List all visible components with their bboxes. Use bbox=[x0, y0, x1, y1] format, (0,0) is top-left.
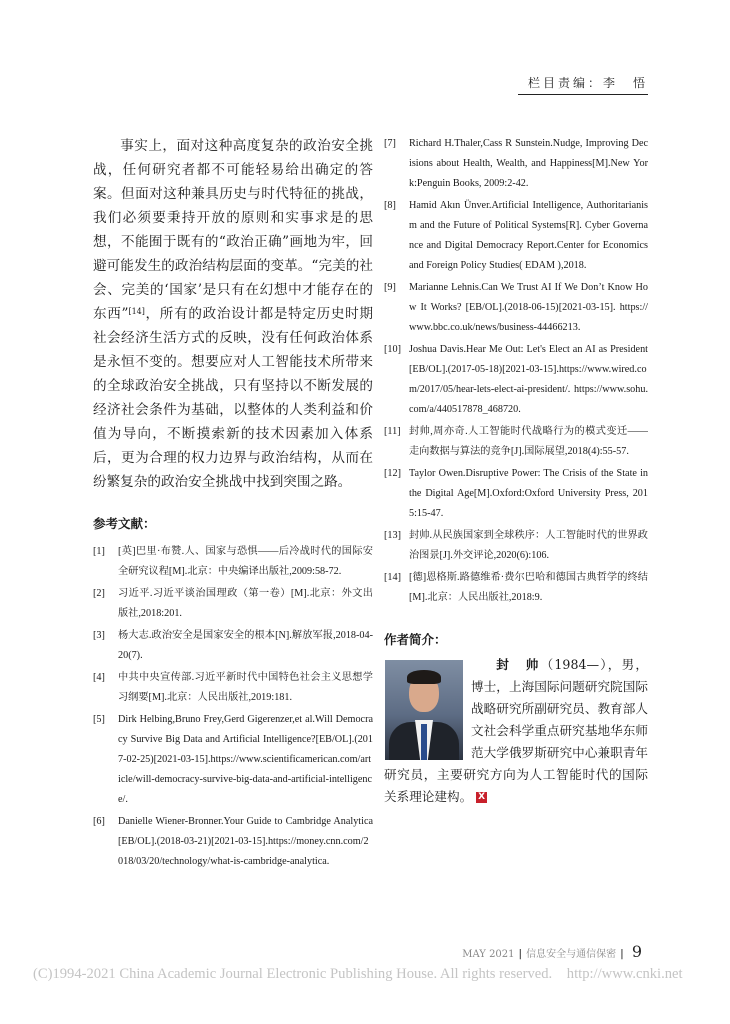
paragraph-text: 事实上，面对这种高度复杂的政治安全挑战，任何研究者都不可能轻易给出确定的答案。但面对这种兼具历史与时代特征的挑战，我们必须要秉持开放的原则和实事求是的思想，不能囿于既有的“政治正确”画地为牢，回避可能发生的政治结构层面的变革。“完美的社会、完美的‘国家’是只有在幻想中才能存在的东西” bbox=[93, 138, 373, 322]
reference-item bbox=[384, 278, 648, 338]
reference-text: Dirk Helbing,Bruno Frey,Gerd Gigerenzer,et al.Will Democracy Survive Big Data and Artificial Intelligence?[EB/OL].(2017-02-25)[2021-03-15].https://www.scientificamerican.com/article/will-democracy-survive-big-data-and-artificial-intelligence/. bbox=[118, 714, 373, 805]
right-column bbox=[384, 134, 648, 808]
reference-text: Joshua Davis.Hear Me Out: Let's Elect an AI as President[EB/OL].(2017-05-18)[2021-03-15].https://www.wired.com/2017/05/hear-lets-elect-ai-president/. https://www.sohu.com/a/440517878_468720. bbox=[409, 344, 648, 415]
reference-item bbox=[93, 710, 373, 810]
column-editor: 栏目责编：李 悟 bbox=[518, 74, 648, 95]
reference-item bbox=[93, 542, 373, 582]
reference-list bbox=[93, 542, 373, 872]
reference-item bbox=[384, 422, 648, 462]
reference-text: Danielle Wiener-Bronner.Your Guide to Cambridge Analytica [EB/OL].(2018-03-21)[2021-03-15].https://money.cnn.com/2018/03/20/technology/what-is-cambridge-analytica. bbox=[118, 816, 373, 867]
cnki-watermark: (C)1994-2021 China Academic Journal Electronic Publishing House. All rights reserved. http://www.cnki.net bbox=[33, 966, 683, 982]
author-bio bbox=[384, 654, 648, 808]
reference-item bbox=[384, 526, 648, 566]
citation-link[interactable]: [14] bbox=[128, 307, 145, 316]
reference-number: [8] bbox=[384, 200, 396, 211]
reference-item bbox=[384, 134, 648, 194]
author-photo bbox=[385, 660, 463, 760]
reference-item bbox=[93, 626, 373, 666]
reference-text: Taylor Owen.Disruptive Power: The Crisis of the State in the Digital Age[M].Oxford:Oxford University Press, 2015:15-47. bbox=[409, 468, 648, 519]
references-title: 参考文献： bbox=[93, 516, 156, 531]
conclusion-paragraph bbox=[93, 134, 373, 494]
reference-number: [3] bbox=[93, 630, 105, 641]
reference-item bbox=[384, 196, 648, 276]
reference-number: [13] bbox=[384, 530, 401, 541]
reference-number: [14] bbox=[384, 572, 401, 583]
reference-number: [2] bbox=[93, 588, 105, 599]
author-name: 封 帅 bbox=[496, 657, 541, 672]
reference-list bbox=[384, 134, 648, 608]
author-intro-title: 作者简介： bbox=[384, 632, 447, 647]
reference-item bbox=[93, 668, 373, 708]
page-footer: MAY 2021 | 信息安全与通信保密 | 9 bbox=[462, 942, 642, 961]
reference-number: [9] bbox=[384, 282, 396, 293]
reference-item bbox=[384, 568, 648, 608]
reference-number: [4] bbox=[93, 672, 105, 683]
reference-text: 封帅,周亦奇.人工智能时代战略行为的模式变迁——走向数据与算法的竞争[J].国际展望,2018(4):55-57. bbox=[409, 426, 648, 457]
reference-text: 杨大志.政治安全是国家安全的根本[N].解放军报,2018-04-20(7). bbox=[118, 630, 373, 661]
reference-text: Marianne Lehnis.Can We Trust AI If We Don’t Know How It Works? [EB/OL].(2018-06-15)[2021-03-15]. https://www.bbc.co.uk/news/business-44466213. bbox=[409, 282, 648, 333]
reference-item bbox=[384, 340, 648, 420]
reference-item bbox=[93, 812, 373, 872]
reference-text: 习近平.习近平谈治国理政（第一卷）[M].北京：外文出版社,2018:201. bbox=[118, 588, 373, 619]
issue-date: MAY 2021 bbox=[462, 949, 515, 960]
reference-number: [7] bbox=[384, 138, 396, 149]
paragraph-text: ，所有的政治设计都是特定历史时期社会经济生活方式的反映，没有任何政治体系是永恒不变的。想要应对人工智能技术所带来的全球政治安全挑战，只有坚持以不断发展的经济社会条件为基础，以整体的人类利益和价值为导向，不断摸索新的技术因素加入体系后，更为合理的权力边界与政治结构，从而在纷繁复杂的政治安全挑战中找到突围之路。 bbox=[93, 306, 374, 490]
reference-number: [12] bbox=[384, 468, 401, 479]
reference-text: 封帅.从民族国家到全球秩序：人工智能时代的世界政治图景[J].外交评论,2020(6):106. bbox=[409, 530, 648, 561]
author-bio-text: （1984—），男，博士，上海国际问题研究院国际战略研究所副研究员、教育部人文社会科学重点研究基地华东师范大学俄罗斯研究中心兼职青年研究员，主要研究方向为人工智能时代的国际关系理论建构。 bbox=[384, 657, 648, 804]
journal-name: 信息安全与通信保密 bbox=[526, 949, 617, 960]
reference-text: [英]巴里·布赞.人、国家与恐惧——后冷战时代的国际安全研究议程[M].北京：中央编译出版社,2009:58-72. bbox=[118, 546, 373, 577]
page-number: 9 bbox=[631, 942, 642, 961]
reference-text: Richard H.Thaler,Cass R Sunstein.Nudge, Improving Decisions about Health, Wealth, and Happiness[M].New York:Penguin Books, 2009:2-42. bbox=[409, 138, 648, 189]
reference-number: [11] bbox=[384, 426, 401, 437]
reference-number: [1] bbox=[93, 546, 105, 557]
reference-item bbox=[384, 464, 648, 524]
reference-number: [6] bbox=[93, 816, 105, 827]
reference-number: [5] bbox=[93, 714, 105, 725]
left-column bbox=[93, 134, 373, 874]
reference-item bbox=[93, 584, 373, 624]
reference-text: Hamid Akın Ünver.Artificial Intelligence, Authoritarianism and the Future of Political Systems[R]. Cyber Governance and Digital Democracy Report.Center for Economics and Foreign Policy Studies( EDAM ),2018. bbox=[409, 200, 648, 271]
reference-text: [德]恩格斯.路德维希·费尔巴哈和德国古典哲学的终结[M].北京：人民出版社,2018:9. bbox=[409, 572, 648, 603]
reference-text: 中共中央宣传部.习近平新时代中国特色社会主义思想学习纲要[M].北京：人民出版社,2019:181. bbox=[118, 672, 373, 703]
end-mark-icon: X bbox=[476, 792, 487, 803]
reference-number: [10] bbox=[384, 344, 401, 355]
